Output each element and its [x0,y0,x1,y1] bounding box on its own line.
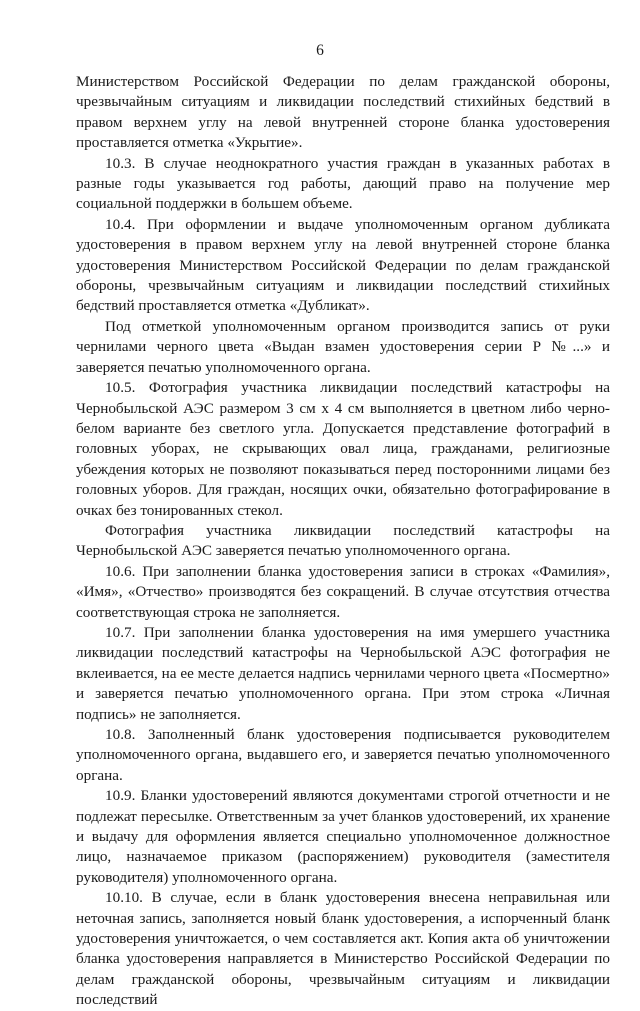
paragraph-photo-seal: Фотография участника ликвидации последствий катастрофы на Чернобыльской АЭС заверяется печатью уполномоченного органа. [76,521,610,560]
paragraph-10-6: 10.6. При заполнении бланка удостоверения записи в строках «Фамилия», «Имя», «Отчество» производятся без сокращений. В случае отсутствия отчества соответствующая строка не заполняется. [76,562,610,621]
paragraph-10-3: 10.3. В случае неоднократного участия граждан в указанных работах в разные годы указывается год работы, дающий право на получение мер социальной поддержки в большем объеме. [76,154,610,213]
paragraph-10-8: 10.8. Заполненный бланк удостоверения подписывается руководителем уполномоченного органа, выдавшего его, и заверяется печатью уполномоченного органа. [76,726,610,784]
paragraph-10-7: 10.7. При заполнении бланка удостоверения на имя умершего участника ликвидации последствий катастрофы на Чернобыльской АЭС фотография не вклеивается, на ее месте делается надпись чернилами черного цвета «Посмертно» и заверяется печатью уполномоченного органа. При этом строка «Личная подпись» не заполняется. [76,623,610,723]
paragraph-10-5: 10.5. Фотография участника ликвидации последствий катастрофы на Чернобыльской АЭС размером 3 см х 4 см выполняется в цветном либо черно-белом варианте без светлого угла. Допускается представление фотографий в головных уборах, не скрывающих овал лица, гражданами, религиозные убеждения которых не позволяют показываться перед посторонними лицами без головных уборов. Для граждан, носящих очки, обязательно фотографирование в очках без тонированных стекол. [76,379,610,519]
page-number: 6 [316,42,324,59]
paragraph-duplicate-note: Под отметкой уполномоченным органом производится запись от руки чернилами черного цвета «Выдан взамен удостоверения серии Р №...» и заверяется печатью уполномоченного органа. [76,317,610,376]
paragraph-10-9: 10.9. Бланки удостоверений являются документами строгой отчетности и не подлежат пересылке. Ответственным за учет бланков удостоверений, их хранение и выдачу для оформления является специально уполномоченное должностное лицо, назначаемое приказом (распоряжением) руководителя (заместителя руководителя) уполномоченного органа. [76,787,610,886]
paragraph-continuation: Министерством Российской Федерации по делам гражданской обороны, чрезвычайным ситуациям и ликвидации последствий стихийных бедствий в правом верхнем углу на левой внутренней стороне бланка удостоверения проставляется отметка «Укрытие». [76,73,610,152]
paragraph-10-4: 10.4. При оформлении и выдаче уполномоченным органом дубликата удостоверения в правом верхнем углу на левой внутренней стороне бланка удостоверения Министерством Российской Федерации по делам гражданской обороны, чрезвычайным ситуациям и ликвидации последствий стихийных бедствий проставляется отметка «Дубликат». [76,215,610,315]
paragraph-10-10: 10.10. В случае, если в бланк удостоверения внесена неправильная или неточная запись, заполняется новый бланк удостоверения, а испорченный бланк удостоверения уничтожается, о чем составляется акт. Копия акта об уничтожении бланка удостоверения направляется в Министерство Российской Федерации по делам гражданской обороны, чрезвычайным ситуациям и ликвидации последствий [76,889,610,1009]
body-text [76,72,610,1011]
